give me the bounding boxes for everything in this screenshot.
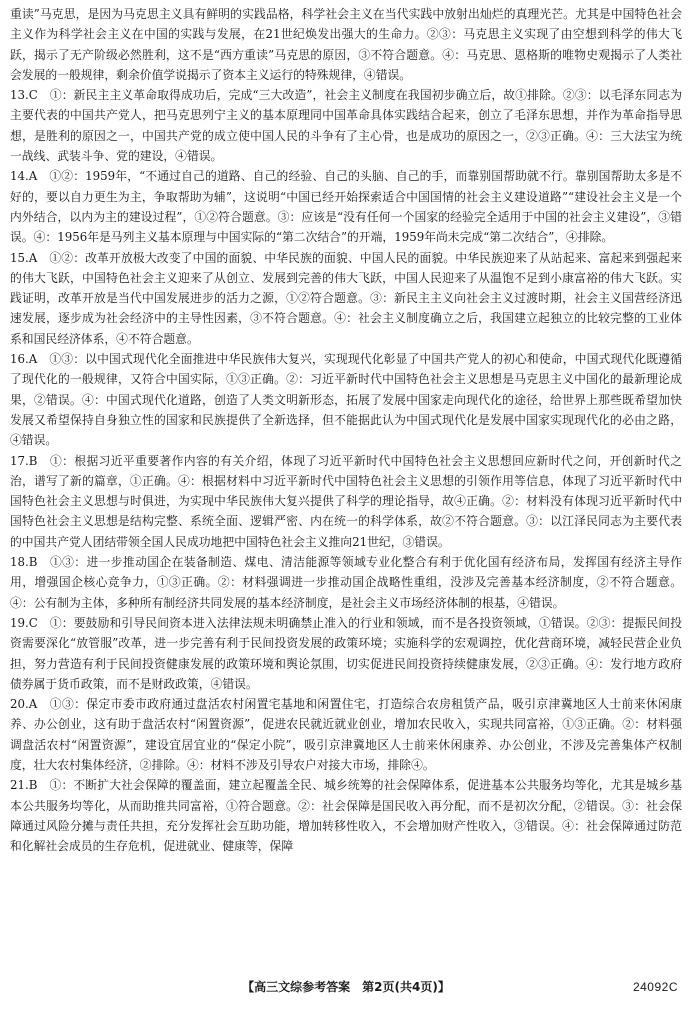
answer-page	[10, 4, 682, 856]
answer-list	[10, 85, 682, 856]
answer-item: 13.C ①：新民主主义革命取得成功后，完成“三大改造”，社会主义制度在我国初步确立后，故①排除。②③：以毛泽东同志为主要代表的中国共产党人，把马克思列宁主义的基本原理同中国革命具体实践结合起来，创立了毛泽东思想，并作为革命指导思想，是胜利的原因之一，中国共产党的成立使中国人民的斗争有了主心骨，也是成功的原因之一，②③正确。④：三大法宝为统一战线、武装斗争、党的建设，④错误。	[10, 88, 682, 164]
page-footer	[0, 978, 692, 1002]
answer-item: 14.A ①②：1959年，“不通过自己的道路、自己的经验、自己的头脑、自己的手，而靠别国帮助就不行。靠别国帮助太多是不好的，要以自力更生为主，争取帮助为辅”，这说明“中国已经开始探索适合中国国情的社会主义建设道路”“建设社会主义是一个内外结合，以内为主的建设过程”，①②符合题意。③：应该是“没有任何一个国家的经验完全适用于中国的社会主义建设”，③错误。④：1956年是马列主义基本原理与中国实际的“第二次结合”的开端，1959年尚未完成“第二次结合”，④排除。	[10, 169, 682, 245]
answer-item: 20.A ①③：保定市委市政府通过盘活农村闲置宅基地和闲置住宅，打造综合农房租赁产品，吸引京津冀地区人士前来休闲康养、办公创业，这有助于盘活农村“闲置资源”，促进农民就近就业创业，增加农民收入，实现共同富裕，①③正确。②：材料强调盘活农村“闲置资源”，建设宜居宜业的“保定小院”，吸引京津冀地区人士前来休闲康养、办公创业，不涉及完善集体产权制度，壮大农村集体经济，②排除。④：材料不涉及引导农户对接大市场，排除④。	[10, 697, 682, 772]
answer-item: 15.A ①②：改革开放极大改变了中国的面貌、中华民族的面貌、中国人民的面貌。中华民族迎来了从站起来、富起来到强起来的伟大飞跃，中国特色社会主义迎来了从创立、发展到完善的伟大飞跃，中国人民迎来了从温饱不足到小康富裕的伟大飞跃。实践证明，改革开放是当代中国发展进步的活力之源，①②符合题意。③：新民主主义向社会主义过渡时期，社会主义国营经济迅速发展，逐步成为社会经济中的主导性因素，③不符合题意。④：社会主义制度确立之后，我国建立起独立的比较完整的工业体系和国民经济体系，④不符合题意。	[10, 250, 682, 346]
answer-item: 21.B ①：不断扩大社会保障的覆盖面，建立起覆盖全民、城乡统筹的社会保障体系，促进基本公共服务均等化，尤其是城乡基本公共服务均等化，从而助推共同富裕，①符合题意。②：社会保障是国民收入再分配，而不是初次分配，②错误。③：社会保障通过风险分摊与责任共担，充分发挥社会互助功能，增加转移性收入，不会增加财产性收入，③错误。④：社会保障通过防范和化解社会成员的生存危机，促进就业、健康等，保障	[10, 778, 682, 854]
footer-title: 【高三文综参考答案 第2页(共4页)】	[242, 980, 450, 994]
answer-item: 19.C ①：要鼓励和引导民间资本进入法律法规未明确禁止准入的行业和领域，而不是各投资领域，①错误。②③：提振民间投资需要深化“放管服”改革，进一步完善有利于民间投资发展的政策环境；实施科学的宏观调控，优化营商环境，减轻民营企业负担，努力营造有利于民间投资健康发展的政策环境和舆论氛围，切实促进民间投资持续健康发展，②③正确。④：发行地方政府债券属于货币政策，而不是财政政策，④错误。	[10, 615, 682, 691]
document-code: 24092C	[632, 980, 678, 994]
continuation-paragraph: 重读”马克思，是因为马克思主义具有鲜明的实践品格，科学社会主义在当代实践中放射出灿烂的真理光芒。尤其是中国特色社会主义作为科学社会主义在中国的实践与发展，在21世纪焕发出强大的生命力。②③：马克思主义实现了由空想到科学的伟大飞跃，揭示了无产阶级必然胜利，这不是“西方重读”马克思的原因，③不符合题意。④：马克思、恩格斯的唯物史观揭示了人类社会发展的一般规律，剩余价值学说揭示了资本主义运行的特殊规律，④错误。	[10, 7, 682, 82]
answer-item: 17.B ①：根据习近平重要著作内容的有关介绍，体现了习近平新时代中国特色社会主义思想回应新时代之问，开创新时代之治，谱写了新的篇章，①正确。④：根据材料中习近平新时代中国特色社会主义思想的引领作用等信息，体现了习近平新时代中国特色社会主义思想与时俱进，为实现中华民族伟大复兴提供了科学的理论指导，故④正确。②：材料没有体现习近平新时代中国特色社会主义思想是结构完整、系统全面、逻辑严密、内在统一的科学体系，故②不符合题意。③：以江泽民同志为主要代表的中国共产党人团结带领全国人民成功地把中国特色社会主义推向21世纪，③错误。	[10, 453, 682, 549]
answer-item: 18.B ①③：进一步推动国企在装备制造、煤电、清洁能源等领域专业化整合有利于优化国有经济布局，发挥国有经济主导作用，增强国企核心竞争力，①③正确。②：材料强调进一步推动国企战略性重组，没涉及完善基本经济制度，②不符合题意。④：公有制为主体，多种所有制经济共同发展的基本经济制度，是社会主义市场经济体制的根基，④错误。	[10, 555, 682, 610]
answer-item: 16.A ①③：以中国式现代化全面推进中华民族伟大复兴，实现现代化彰显了中国共产党人的初心和使命，中国式现代化既遵循了现代化的一般规律，又符合中国实际，①③正确。②：习近平新时代中国特色社会主义思想是马克思主义中国化的最新理论成果，②错误。④：中国式现代化道路，创造了人类文明新形态，拓展了发展中国家走向现代化的途径，给世界上那些既希望加快发展又希望保持自身独立性的国家和民族提供了全新选择，但不能据此认为中国式现代化是发展中国家实现现代化的必由之路，④错误。	[10, 352, 682, 448]
